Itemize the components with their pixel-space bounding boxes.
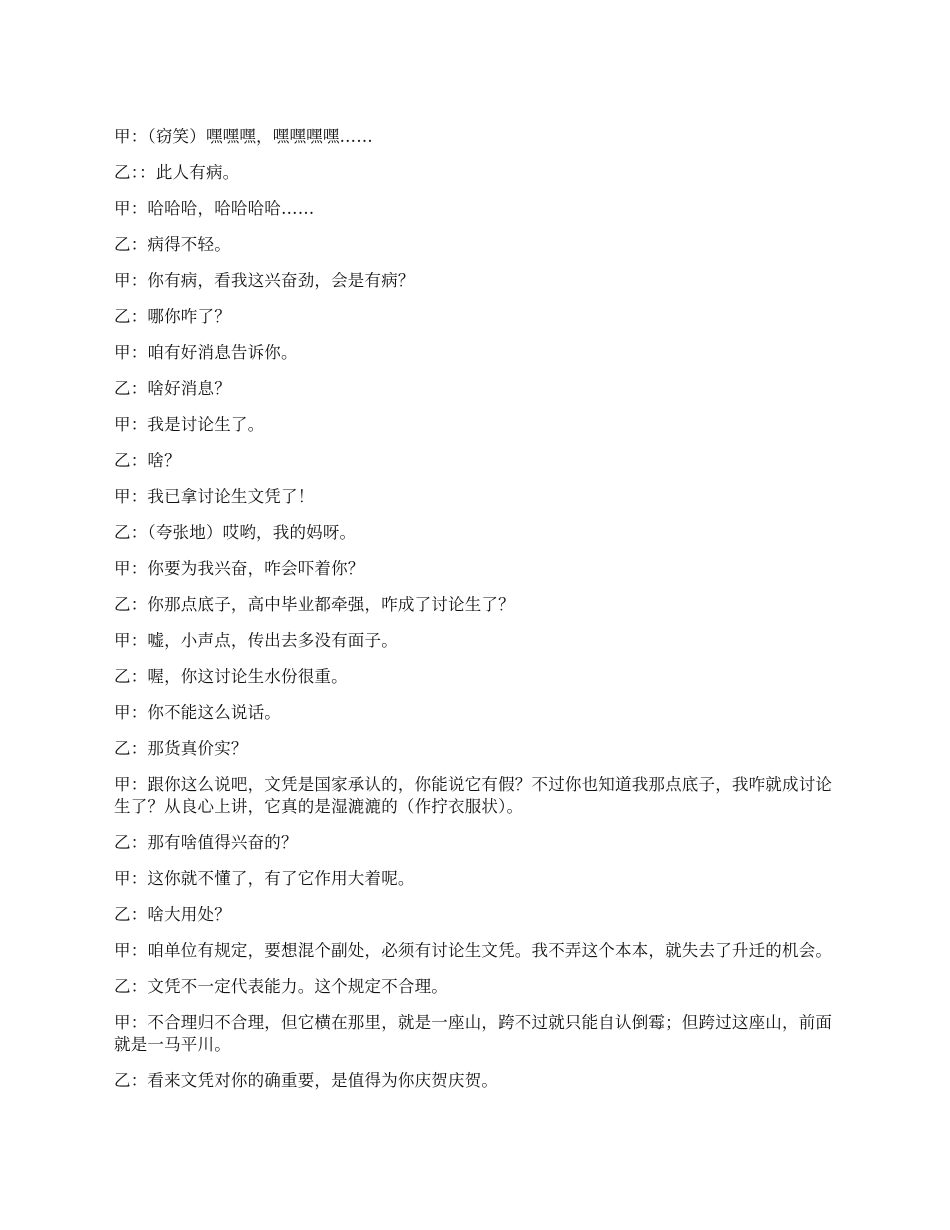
dialogue-line: 甲：我是讨论生了。 (114, 415, 265, 434)
dialogue-line: 甲：你要为我兴奋，咋会吓着你？ (114, 559, 365, 578)
dialogue-line: 乙：喔，你这讨论生水份很重。 (114, 667, 348, 686)
dialogue-line: 甲：（窃笑）嘿嘿嘿，嘿嘿嘿嘿…… (114, 127, 373, 146)
dialogue-line: 甲：你不能这么说话。 (114, 703, 281, 722)
dialogue-line: 甲：咱有好消息告诉你。 (114, 343, 298, 362)
dialogue-line: 乙：那货真价实？ (114, 739, 248, 758)
dialogue-line: 乙：：此人有病。 (114, 163, 240, 182)
dialogue-line: 乙：看来文凭对你的确重要，是值得为你庆贺庆贺。 (114, 1071, 499, 1090)
dialogue-line: 乙：哪你咋了？ (114, 307, 231, 326)
dialogue-line: 乙：啥好消息？ (114, 379, 231, 398)
dialogue-line: 乙：那有啥值得兴奋的？ (114, 833, 298, 852)
dialogue-line: 乙：（夸张地）哎哟，我的妈呀。 (114, 523, 357, 542)
dialogue-line: 甲：我已拿讨论生文凭了！ (114, 487, 315, 506)
dialogue-line: 乙：文凭不一定代表能力。这个规定不合理。 (114, 977, 448, 996)
dialogue-line: 甲：咱单位有规定，要想混个副处，必须有讨论生文凭。我不弄这个本本，就失去了升迁的机会。 (114, 941, 833, 960)
dialogue-line: 甲：不合理归不合理，但它横在那里，就是一座山，跨不过就只能自认倒霉；但跨过这座山，前面就是一马平川。 (114, 1013, 833, 1054)
dialogue-line: 乙：病得不轻。 (114, 235, 231, 254)
dialogue-line: 甲：跟你这么说吧，文凭是国家承认的，你能说它有假？不过你也知道我那点底子，我咋就成讨论生了？从良心上讲，它真的是湿漉漉的（作拧衣服状）。 (114, 775, 833, 816)
dialogue-line: 甲：你有病，看我这兴奋劲，会是有病？ (114, 271, 415, 290)
dialogue-line: 乙：你那点底子，高中毕业都牵强，咋成了讨论生了？ (114, 595, 515, 614)
dialogue-line: 甲：哈哈哈，哈哈哈哈…… (114, 199, 315, 218)
dialogue-line: 乙：啥大用处？ (114, 905, 231, 924)
dialogue-line: 乙：啥？ (114, 451, 181, 470)
dialogue-line: 甲：嘘，小声点，传出去多没有面子。 (114, 631, 398, 650)
dialogue-line: 甲：这你就不懂了，有了它作用大着呢。 (114, 869, 415, 888)
document-body (114, 126, 840, 1106)
